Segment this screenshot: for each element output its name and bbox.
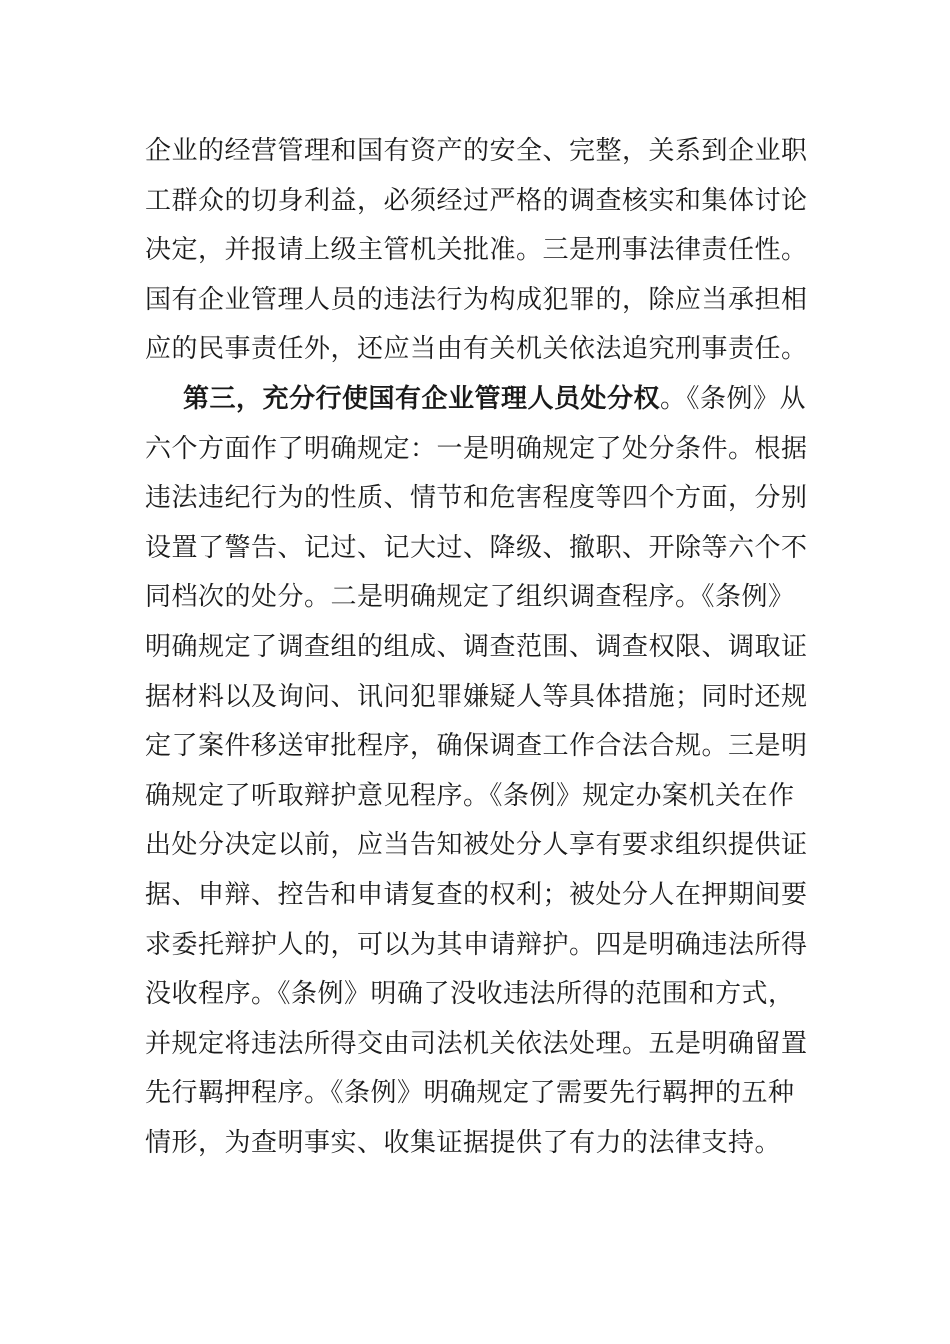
- text-line: 据、申辩、控告和申请复查的权利；被处分人在押期间要: [145, 879, 808, 910]
- text-line: 六个方面作了明确规定：一是明确规定了处分条件。根据: [145, 433, 808, 464]
- text-line: 先行羁押程序。《条例》明确规定了需要先行羁押的五种: [145, 1078, 795, 1109]
- text-line: 工群众的切身利益，必须经过严格的调查核实和集体讨论: [145, 185, 808, 216]
- text-line: 企业的经营管理和国有资产的安全、完整，关系到企业职: [145, 136, 808, 166]
- text-line: 没收程序。《条例》明确了没收违法所得的范围和方式，: [145, 979, 795, 1010]
- text-line: 出处分决定以前，应当告知被处分人享有要求组织提供证: [145, 830, 808, 861]
- text-line: 明确规定了调查组的组成、调查范围、调查权限、调取证: [145, 631, 808, 662]
- text-line: 确规定了听取辩护意见程序。《条例》规定办案机关在作: [145, 780, 795, 811]
- text-line: 同档次的处分。二是明确规定了组织调查程序。《条例》: [145, 582, 795, 613]
- text-line: 决定，并报请上级主管机关批准。三是刑事法律责任性。: [145, 235, 808, 266]
- paragraph-heading: 第三，充分行使国有企业管理人员处分权: [183, 383, 661, 414]
- text-line: 定了案件移送审批程序，确保调查工作合法合规。三是明: [145, 731, 808, 762]
- paragraph-1: [145, 127, 810, 375]
- text-line: 应的民事责任外，还应当由有关机关依法追究刑事责任。: [145, 334, 808, 365]
- text-line: 国有企业管理人员的违法行为构成犯罪的，除应当承担相: [145, 284, 808, 315]
- paragraph-2: [145, 375, 810, 1169]
- text-line: 据材料以及询问、讯问犯罪嫌疑人等具体措施；同时还规: [145, 681, 808, 712]
- text-line: 违法违纪行为的性质、情节和危害程度等四个方面，分别: [145, 483, 808, 514]
- text-line-first: [145, 375, 810, 425]
- text-line: 并规定将违法所得交由司法机关依法处理。五是明确留置: [145, 1028, 808, 1059]
- text-line: 情形，为查明事实、收集证据提供了有力的法律支持。: [145, 1127, 782, 1158]
- text-line: 设置了警告、记过、记大过、降级、撤职、开除等六个不: [145, 532, 808, 563]
- text-line: 求委托辩护人的，可以为其申请辩护。四是明确违法所得: [145, 929, 808, 960]
- paragraph-first-line-rest: 。《条例》从: [660, 383, 807, 414]
- document-body: [145, 127, 810, 1168]
